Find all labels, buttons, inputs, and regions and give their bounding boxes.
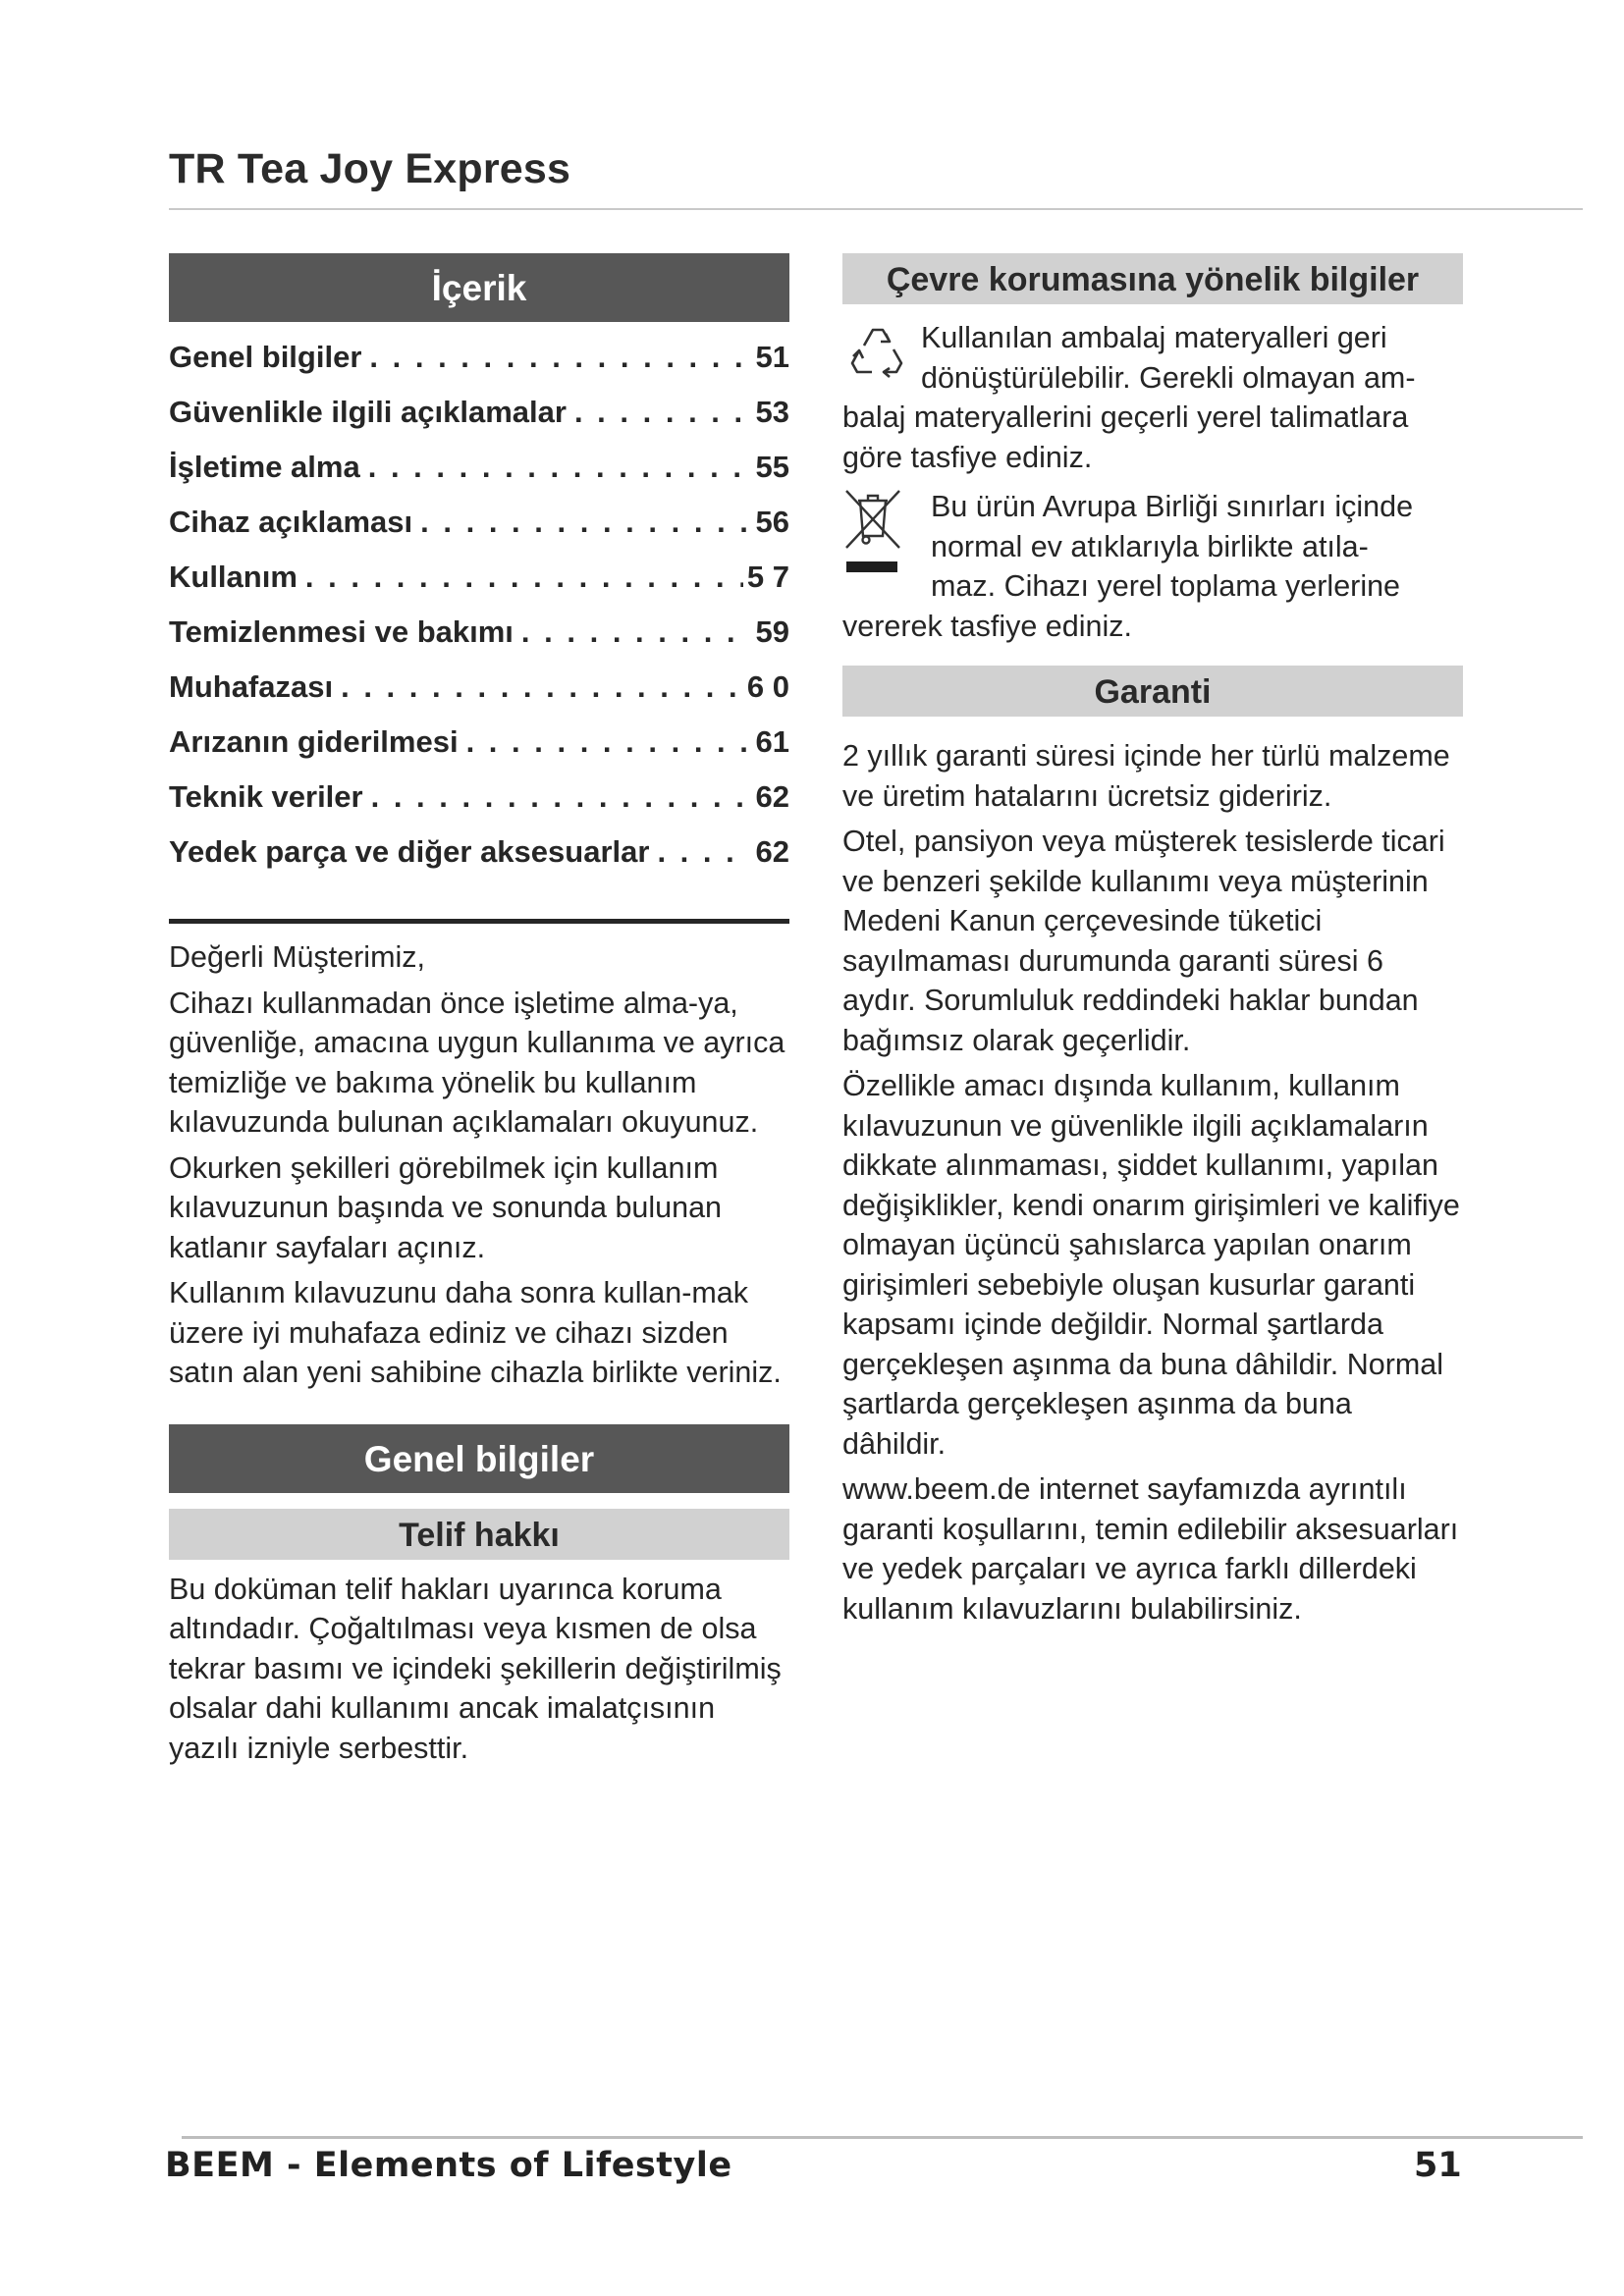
toc-item-title: Genel bilgiler	[169, 340, 362, 374]
weee-line: maz. Cihazı yerel toplama yerlerine	[931, 569, 1401, 603]
weee-notice	[842, 487, 1463, 646]
toc-item	[169, 330, 789, 385]
page-title: TR Tea Joy Express	[169, 145, 571, 192]
toc-divider	[169, 919, 789, 924]
toc-leader	[420, 495, 750, 550]
toc-item-title: Cihaz açıklaması	[169, 505, 413, 539]
toc-item-page: 61	[755, 724, 789, 759]
warranty-heading: Garanti	[842, 666, 1463, 717]
toc-item-title: Teknik veriler	[169, 779, 363, 814]
toc-item	[169, 715, 789, 770]
warranty-paragraph: Özellikle amacı dışında kullanım, kullanım kılavuzunun ve güvenlikle ilgili açıklamaların dikkate alınmaması, şiddet kullanımı, yapılan değişiklikler, kendi onarım girişimleri ve kalifiye olmayan üçüncü şahıslarca yapılan onarım girişimleri sebebiyle oluşan kusurlar garanti kapsamı içinde değildir. Normal şartlarda gerçekleşen aşınma da buna dâhildir. Normal şartlarda gerçekleşen aşınma da buna dâhildir.	[842, 1069, 1460, 1461]
toc-item-title: Temizlenmesi ve bakımı	[169, 614, 514, 649]
toc-item-page: 59	[755, 614, 789, 649]
copyright-heading: Telif hakkı	[169, 1509, 789, 1560]
weee-line: normal ev atıklarıyla birlikte atıla-	[931, 529, 1369, 563]
toc-item	[169, 440, 789, 495]
toc-item-title: İşletime alma	[169, 450, 360, 484]
toc-item-title: Arızanın giderilmesi	[169, 724, 459, 759]
toc-leader	[371, 770, 750, 825]
intro-paragraph: Cihazı kullanmadan önce işletime alma-ya, güvenliğe, amacına uygun kullanıma ve ayrıca temizliğe ve bakıma yönelik bu kullanım kılavuzunda bulunan açıklamaları okuyunuz.	[169, 986, 785, 1139]
footer-brand: BEEM - Elements of Lifestyle	[165, 2146, 732, 2185]
toc-item-page: 51	[755, 340, 789, 374]
intro-paragraph: Kullanım kılavuzunu daha sonra kullan-mak üzere iyi muhafaza ediniz ve cihazı sizden satın alan yeni sahibine cihazla birlikte veriniz.	[169, 1276, 782, 1389]
toc-item	[169, 770, 789, 825]
recycle-line: Kullanılan ambalaj materyalleri geri	[921, 321, 1387, 354]
toc-item-page: 55	[755, 450, 789, 484]
toc-item	[169, 550, 789, 605]
toc-item	[169, 825, 789, 880]
recycle-line: göre tasfiye ediniz.	[842, 440, 1093, 474]
page-number: 51	[1414, 2146, 1462, 2185]
crossed-out-bin-icon	[842, 487, 903, 585]
toc-item	[169, 385, 789, 440]
general-heading: Genel bilgiler	[169, 1424, 789, 1493]
recycle-line: dönüştürülebilir. Gerekli olmayan am-	[921, 360, 1416, 395]
toc-leader	[657, 825, 750, 880]
toc-heading: İçerik	[169, 253, 789, 322]
toc-item-page: 5 7	[746, 560, 789, 594]
toc-item-page: 62	[755, 779, 789, 814]
greeting: Değerli Müşterimiz,	[169, 940, 425, 974]
intro-paragraph: Okurken şekilleri görebilmek için kullanım kılavuzunun başında ve sonunda bulunan katlanır sayfaları açınız.	[169, 1150, 722, 1264]
toc-item-page: 56	[755, 505, 789, 539]
weee-line: vererek tasfiye ediniz.	[842, 609, 1132, 643]
toc-leader	[574, 385, 750, 440]
toc-item-page: 62	[755, 834, 789, 869]
recycle-icon	[842, 320, 911, 389]
footer-rule	[182, 2136, 1583, 2139]
toc-leader	[369, 330, 750, 385]
header-rule	[169, 208, 1583, 210]
toc-item-title: Muhafazası	[169, 669, 334, 704]
toc-item-title: Yedek parça ve diğer aksesuarlar	[169, 834, 650, 869]
toc-leader	[305, 550, 743, 605]
table-of-contents	[169, 330, 789, 880]
environment-heading: Çevre korumasına yönelik bilgiler	[842, 253, 1463, 304]
warranty-paragraph: www.beem.de internet sayfamızda ayrıntılı garanti koşullarını, temin edilebilir aksesuarları ve yedek parçaları ve ayrıca farklı dillerdeki kullanım kılavuzlarını bulabilirsiniz.	[842, 1472, 1459, 1626]
warranty-paragraph: 2 yıllık garanti süresi içinde her türlü malzeme ve üretim hatalarını ücretsiz gideririz.	[842, 739, 1450, 813]
copyright-text: Bu doküman telif hakları uyarınca koruma altındadır. Çoğaltılması veya kısmen de olsa tekrar basımı ve içindeki şekillerin değiştirilmiş olsalar dahi kullanımı ancak imalatçısının yazılı izniyle serbesttir.	[169, 1572, 782, 1765]
toc-item-title: Kullanım	[169, 560, 298, 594]
left-column	[169, 253, 789, 1774]
recycle-line: balaj materyallerini geçerli yerel talimatlara	[842, 400, 1409, 434]
toc-leader	[341, 660, 743, 715]
toc-leader	[521, 605, 750, 660]
toc-item-page: 6 0	[746, 669, 789, 704]
toc-item	[169, 495, 789, 550]
weee-line: Bu ürün Avrupa Birliği sınırları içinde	[931, 490, 1414, 523]
toc-leader	[466, 715, 750, 770]
warranty-paragraph: Otel, pansiyon veya müşterek tesislerde ticari ve benzeri şekilde kullanımı veya müşterinin Medeni Kanun çerçevesinde tüketici sayılmaması durumunda garanti süresi 6 aydır. Sorumluluk reddindeki haklar bundan bağımsız olarak geçerlidir.	[842, 825, 1445, 1057]
toc-leader	[368, 440, 750, 495]
toc-item	[169, 605, 789, 660]
toc-item-page: 53	[755, 395, 789, 429]
toc-item-title: Güvenlikle ilgili açıklamalar	[169, 395, 567, 429]
recycle-notice	[842, 318, 1463, 477]
right-column	[842, 253, 1463, 1634]
toc-item	[169, 660, 789, 715]
